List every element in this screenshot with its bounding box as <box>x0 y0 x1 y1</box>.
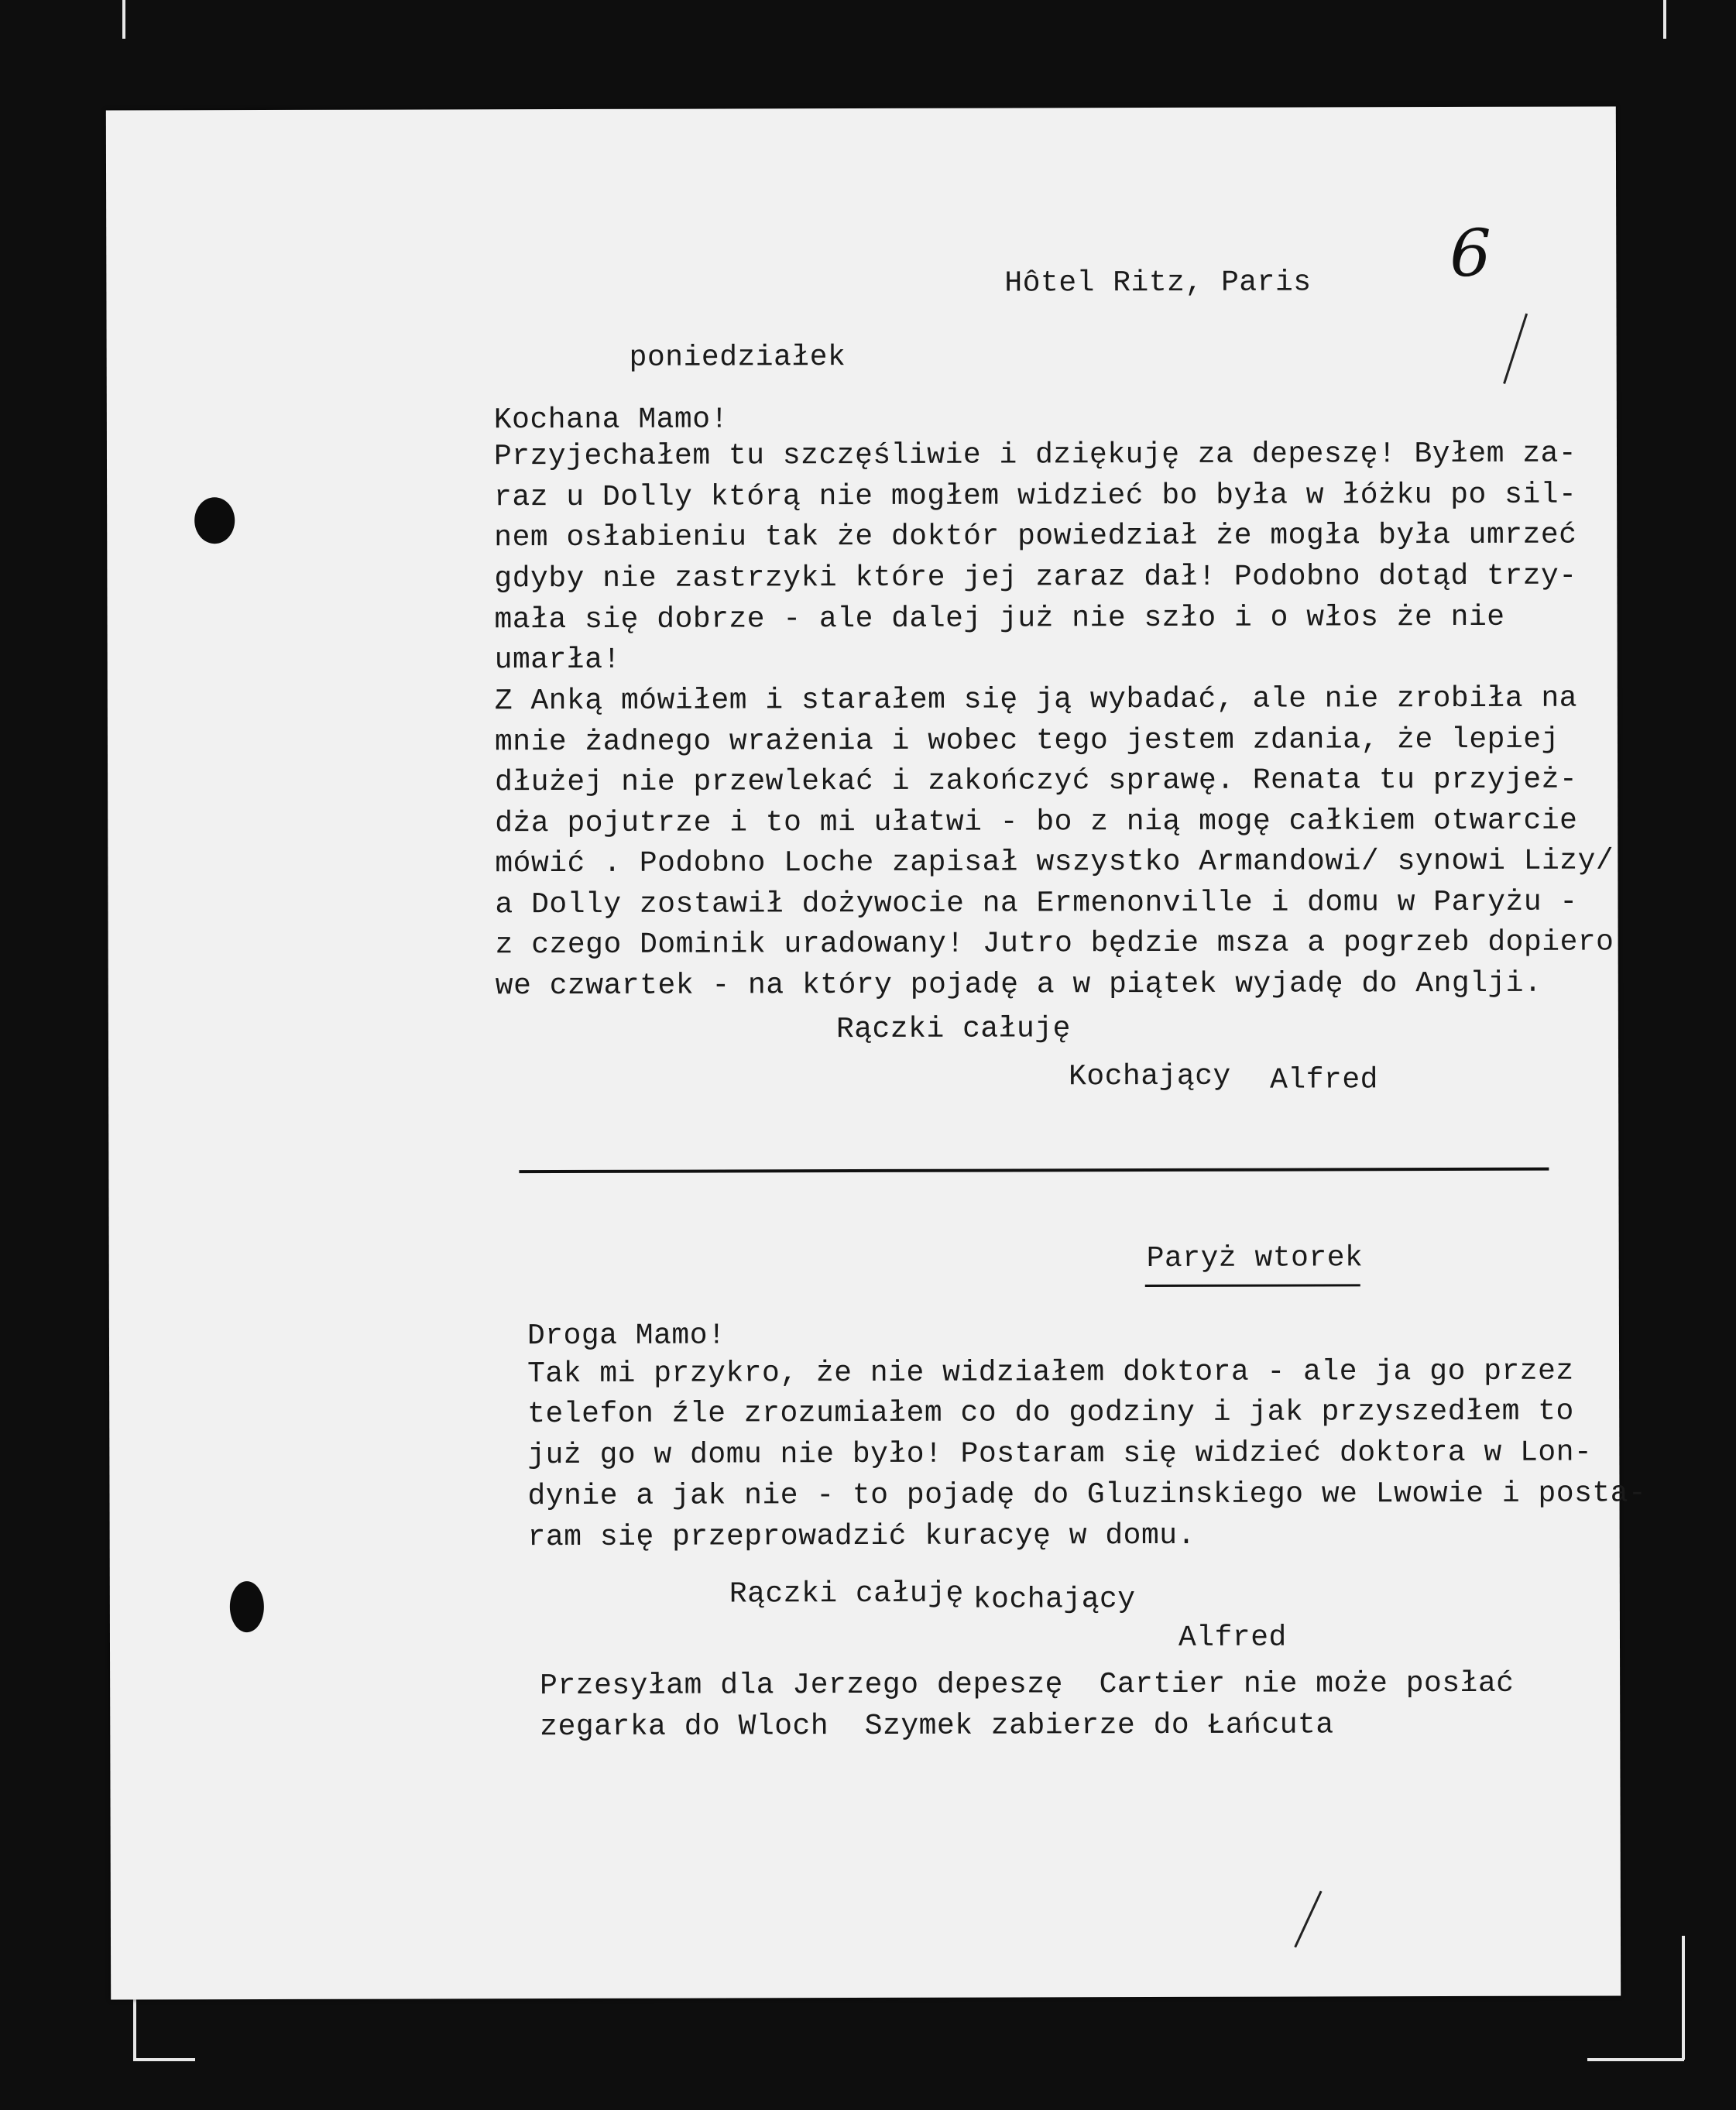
letter-line: Tak mi przykro, że nie widziałem doktora - ale ja go przez <box>527 1354 1574 1391</box>
letter-line: z czego Dominik uradowany! Jutro będzie msza a pogrzeb dopiero <box>495 925 1614 962</box>
letter-greeting: Kochana Mamo! <box>493 403 729 437</box>
letter-line: dłużej nie przewlekać i zakończyć sprawę. Renata tu przyjeż- <box>495 763 1578 800</box>
dateline-underline <box>1145 1284 1360 1287</box>
letter-line: Z Anką mówiłem i starałem się ją wybadać, ale nie zrobiła na <box>494 681 1578 719</box>
letter-line: Przyjechałem tu szczęśliwie i dziękuję za depeszę! Byłem za- <box>493 437 1577 474</box>
letter-line: mnie żadnego wrażenia i wobec tego jestem zdania, że lepiej <box>494 722 1559 760</box>
page-number: 6 <box>1450 214 1491 292</box>
crop-mark <box>133 2058 195 2061</box>
crop-mark <box>1587 2058 1684 2061</box>
separator-line <box>519 1168 1549 1173</box>
letter-closing: Rączki całuję <box>729 1576 964 1611</box>
letter-line: mała się dobrze - ale dalej już nie szło i o włos że nie <box>494 600 1505 637</box>
letter-greeting: Droga Mamo! <box>527 1319 726 1353</box>
crop-mark <box>122 0 125 39</box>
letter-line: gdyby nie zastrzyki które jej zaraz dał! Podobno dotąd trzy- <box>494 559 1577 596</box>
letter-signature: Alfred <box>1270 1063 1378 1097</box>
postscript-line: zegarka do Wloch Szymek zabierze do Łańcuta <box>540 1708 1334 1745</box>
letter-place: Hôtel Ritz, Paris <box>1004 266 1312 300</box>
letter-line: telefon źle zrozumiałem co do godziny i jak przyszedłem to <box>527 1395 1574 1432</box>
letter-line: dynie a jak nie - to pojadę do Gluzinskiego we Lwowie i posta- <box>527 1477 1647 1514</box>
pencil-mark <box>1294 1891 1322 1948</box>
letter-page <box>106 106 1647 1999</box>
letter-closing-word: kochający <box>973 1583 1136 1617</box>
letter-line: dża pojutrze i to mi ułatwi - bo z nią mogę całkiem otwarcie <box>495 804 1578 841</box>
crop-mark <box>1682 1936 1685 2060</box>
letter-dateline: Paryż wtorek <box>1146 1241 1364 1276</box>
punch-hole <box>194 497 235 544</box>
letter-closing: Rączki całuję <box>835 1012 1071 1047</box>
letter-line: umarła! <box>494 643 621 678</box>
letter-line: ram się przeprowadzić kuracyę w domu. <box>527 1518 1196 1555</box>
letter-day: poniedziałek <box>629 341 846 375</box>
pencil-mark <box>1503 314 1528 384</box>
letter-line: mówić . Podobno Loche zapisał wszystko Armandowi/ synowi Lizy/ <box>495 844 1614 881</box>
letter-line: już go w domu nie było! Postaram się widzieć doktora w Lon- <box>527 1436 1593 1473</box>
letter-line: we czwartek - na który pojadę a w piątek wyjadę do Anglji. <box>495 966 1542 1004</box>
postscript-line: Przesyłam dla Jerzego depeszę Cartier nie może posłać <box>540 1666 1515 1703</box>
punch-hole <box>230 1581 264 1632</box>
letter-signature: Alfred <box>1178 1621 1287 1655</box>
letter-line: raz u Dolly którą nie mogłem widzieć bo była w łóżku po sil- <box>494 478 1577 515</box>
letter-line: a Dolly zostawił dożywocie na Ermenonville i domu w Paryżu - <box>495 885 1578 922</box>
letter-line: nem osłabieniu tak że doktór powiedział że mogła była umrzeć <box>494 518 1577 555</box>
crop-mark <box>1663 0 1666 39</box>
letter-closing-word: Kochający <box>1069 1059 1231 1094</box>
